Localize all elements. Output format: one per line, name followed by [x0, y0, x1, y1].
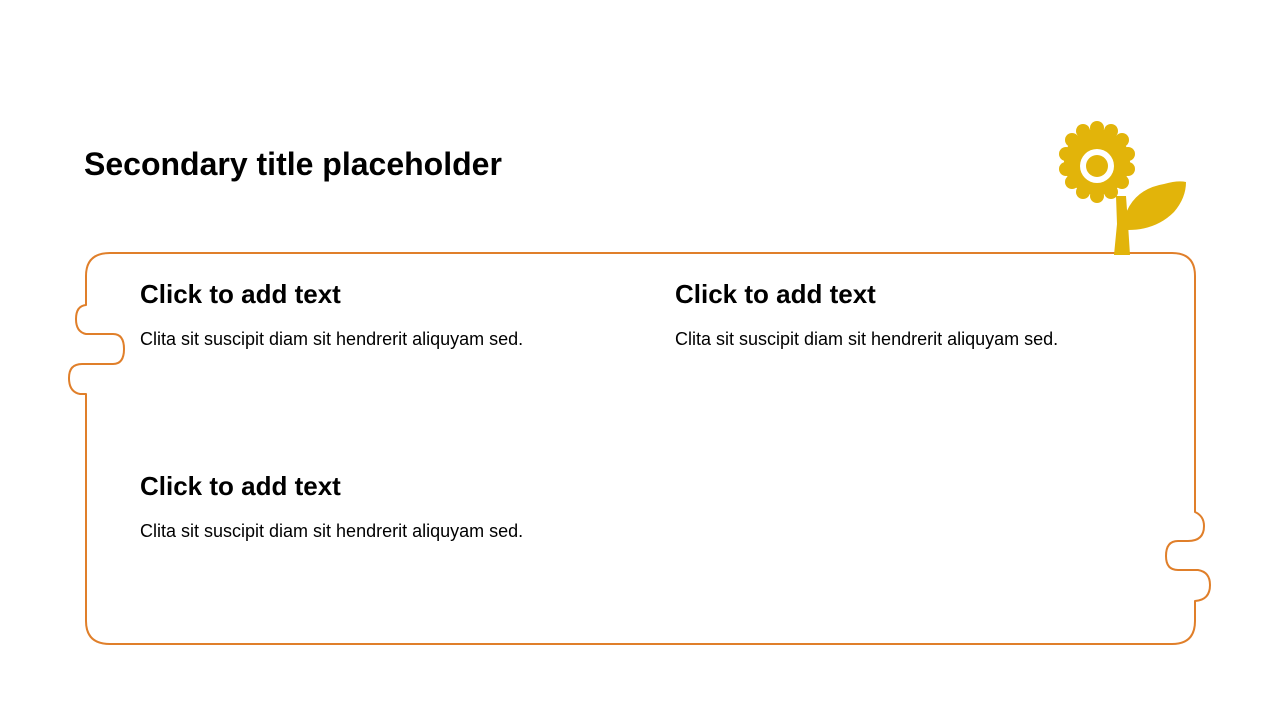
- text-block-body[interactable]: Clita sit suscipit diam sit hendrerit aliquyam sed.: [140, 329, 524, 349]
- slide-title[interactable]: Secondary title placeholder: [84, 146, 502, 182]
- sunflower-leaf: [1122, 181, 1186, 230]
- text-block-heading[interactable]: Click to add text: [140, 471, 341, 501]
- text-block-heading[interactable]: Click to add text: [140, 279, 341, 309]
- sunflower-icon: [1040, 116, 1196, 258]
- text-block-heading[interactable]: Click to add text: [675, 279, 876, 309]
- text-block-2: [675, 278, 1135, 350]
- sunflower-center: [1086, 155, 1108, 177]
- text-block-body[interactable]: Clita sit suscipit diam sit hendrerit aliquyam sed.: [140, 521, 524, 541]
- text-block-3: [140, 470, 600, 542]
- text-block-body[interactable]: Clita sit suscipit diam sit hendrerit aliquyam sed.: [675, 329, 1059, 349]
- text-block-1: [140, 278, 600, 350]
